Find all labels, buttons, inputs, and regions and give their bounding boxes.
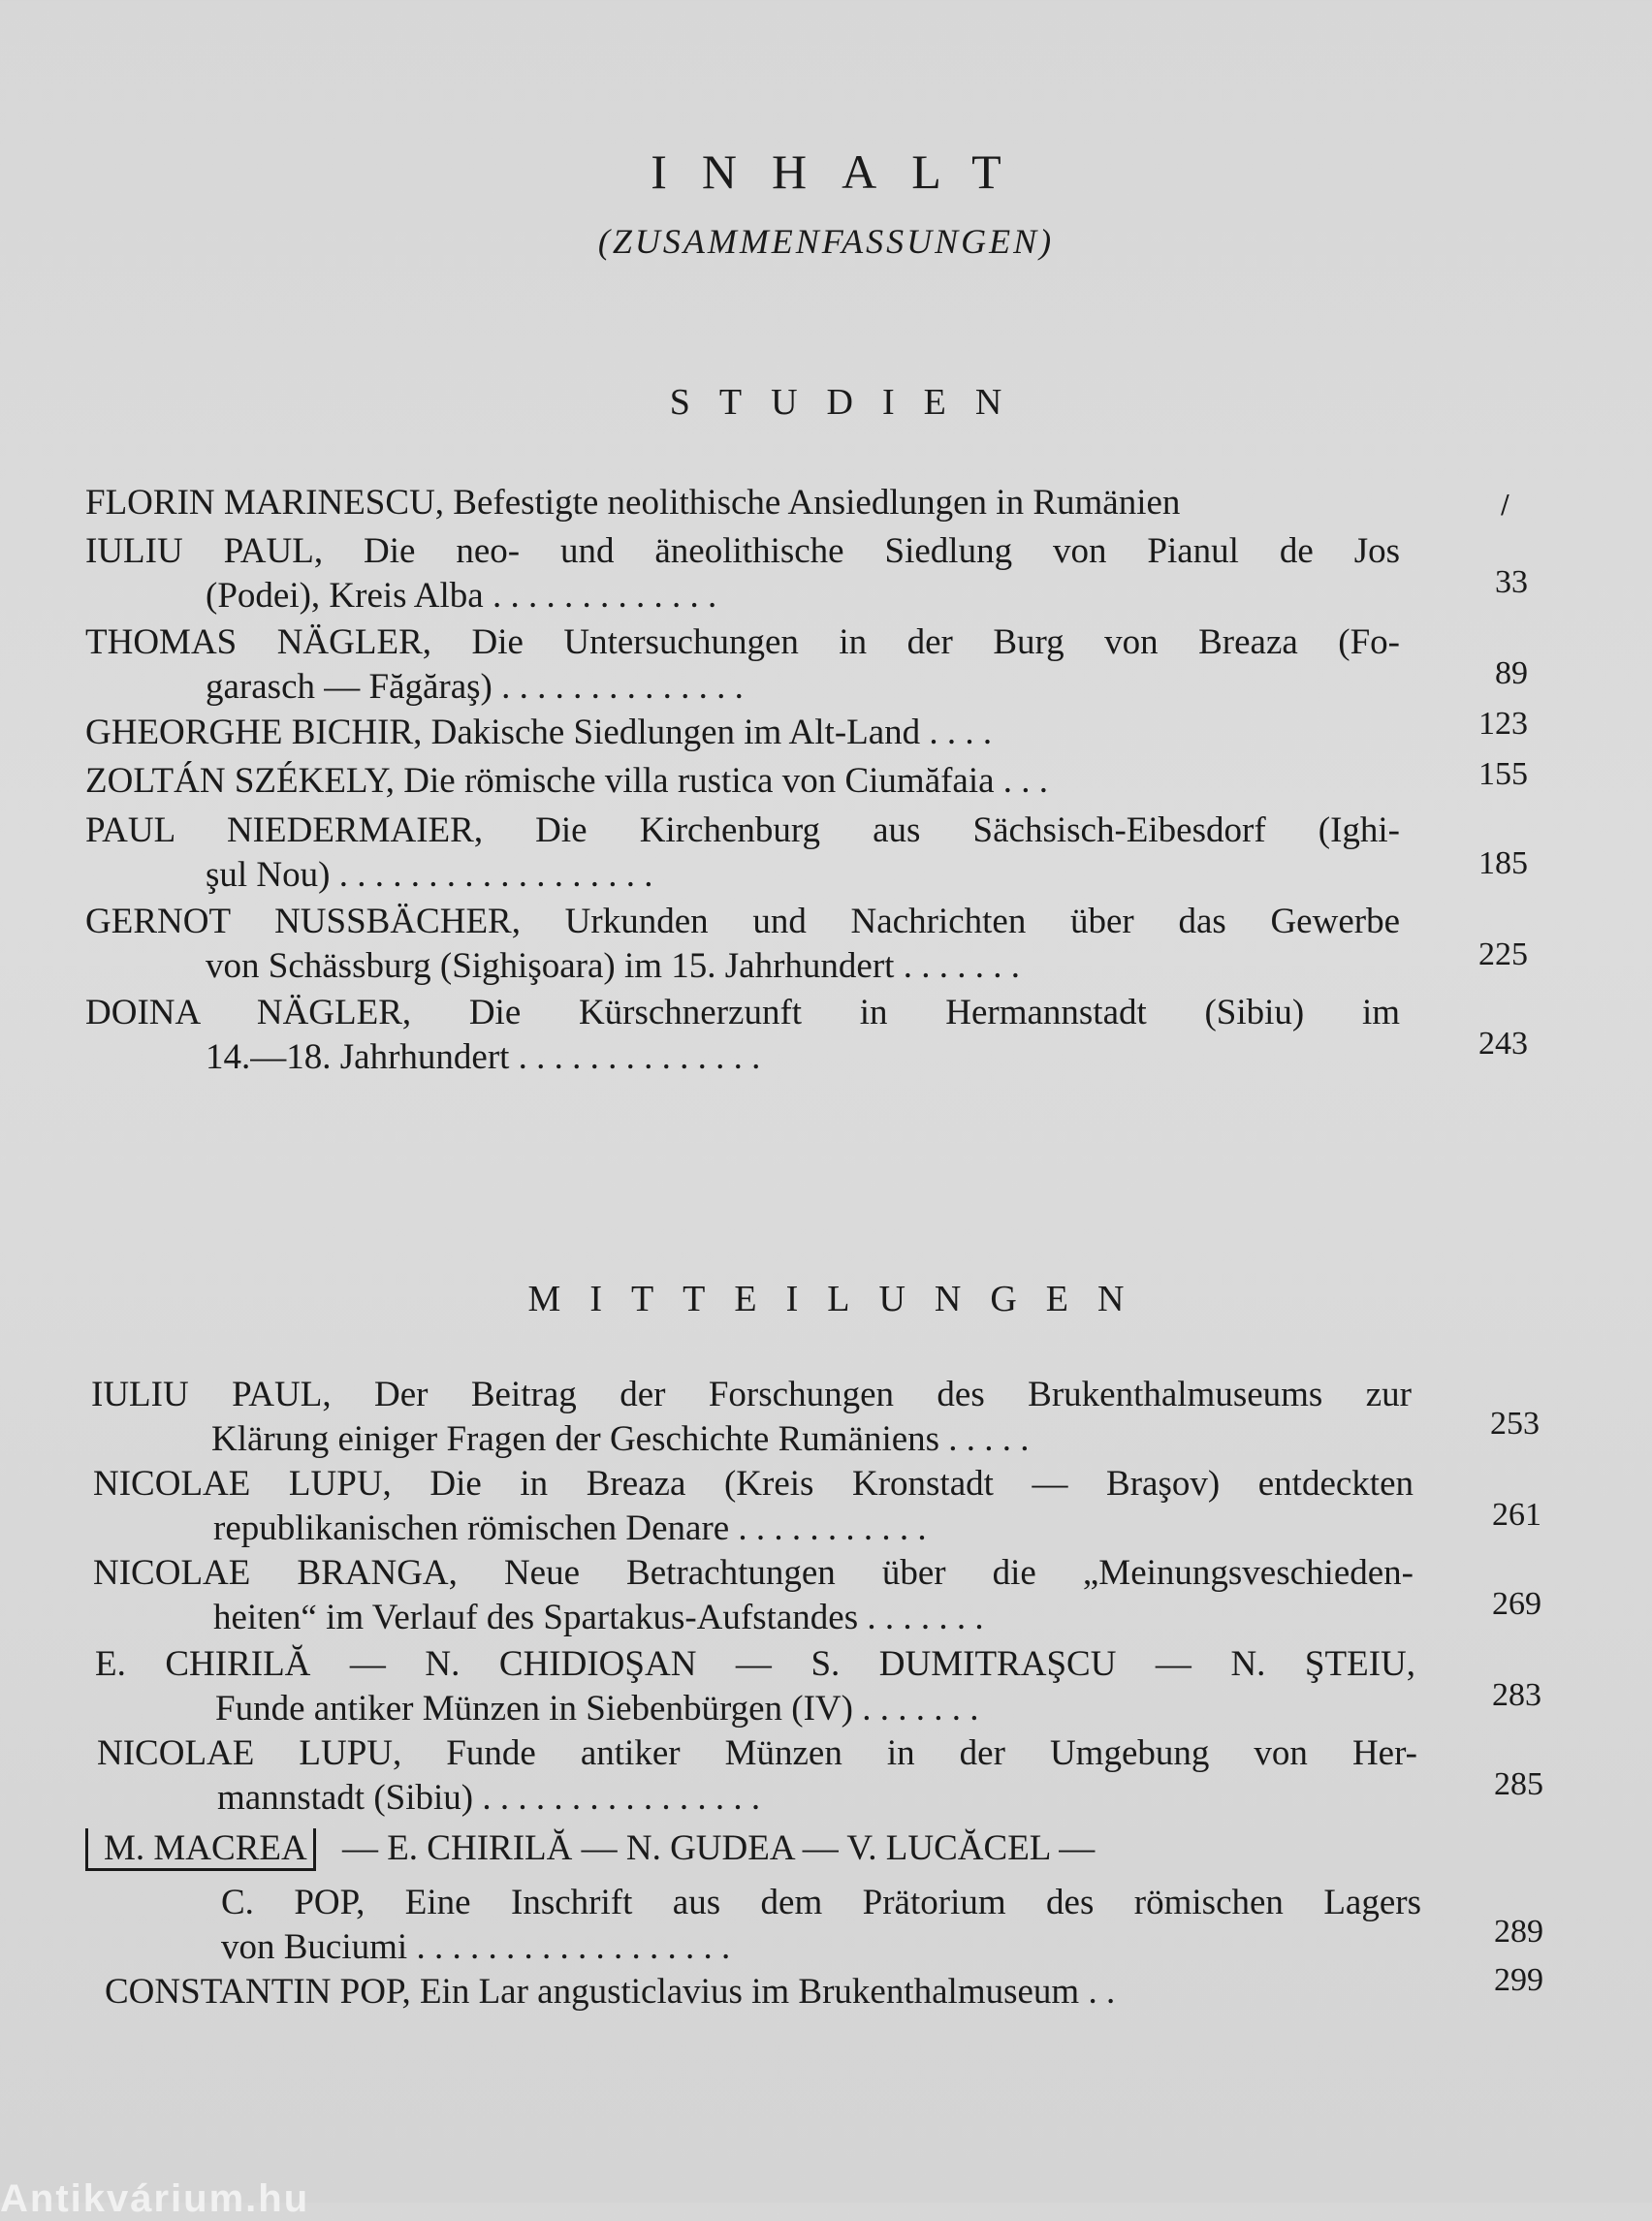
entry-line: PAUL NIEDERMAIER, Die Kirchenburg aus Sächsisch-Eibesdorf (Ighi- bbox=[85, 810, 1400, 850]
toc-entry bbox=[97, 1731, 1417, 1821]
page-number: 285 bbox=[1494, 1766, 1543, 1802]
page-number: 261 bbox=[1492, 1497, 1541, 1533]
toc-entry bbox=[101, 1826, 1421, 1970]
page-title: INHALT bbox=[651, 144, 1036, 199]
page-number: 253 bbox=[1490, 1406, 1540, 1442]
toc-entry bbox=[85, 759, 1400, 804]
entry-line: CONSTANTIN POP, Ein Lar angusticlavius im Brukenthalmuseum . . bbox=[105, 1972, 1116, 2012]
entry-line: von Buciumi . . . . . . . . . . . . . . . . . . bbox=[221, 1927, 731, 1967]
entry-line: republikanischen römischen Denare . . . . . . . . . . . bbox=[213, 1508, 927, 1548]
entry-line: NICOLAE BRANGA, Neue Betrachtungen über die „Meinungsveschieden- bbox=[93, 1553, 1414, 1593]
page-subtitle: (ZUSAMMENFASSUNGEN) bbox=[597, 222, 1055, 261]
entry-line: DOINA NÄGLER, Die Kürschnerzunft in Hermannstadt (Sibiu) im bbox=[85, 993, 1400, 1032]
page-number: 123 bbox=[1478, 706, 1528, 742]
toc-entry bbox=[85, 991, 1400, 1080]
toc-entry bbox=[85, 481, 1400, 525]
entry-line: FLORIN MARINESCU, Befestigte neolithische Ansiedlungen in Rumänien bbox=[85, 483, 1181, 523]
toc-entry bbox=[85, 809, 1400, 898]
entry-line: Klärung einiger Fragen der Geschichte Rumäniens . . . . . bbox=[211, 1419, 1030, 1459]
page-number: 155 bbox=[1478, 756, 1528, 792]
page-number: / bbox=[1501, 491, 1509, 520]
entry-line: von Schässburg (Sighişoara) im 15. Jahrhundert . . . . . . . bbox=[206, 946, 1020, 986]
entry-line bbox=[101, 1826, 1421, 1871]
entry-line: ZOLTÁN SZÉKELY, Die römische villa rustica von Ciumăfaia . . . bbox=[85, 761, 1049, 801]
entry-line: IULIU PAUL, Die neo- und äneolithische Siedlung von Pianul de Jos bbox=[85, 531, 1400, 571]
entry-line: şul Nou) . . . . . . . . . . . . . . . . . . bbox=[206, 855, 653, 895]
entry-line: (Podei), Kreis Alba . . . . . . . . . . . . . bbox=[206, 576, 717, 616]
boxed-author-name: M. MACREA bbox=[85, 1828, 316, 1871]
section-heading-studien: STUDIEN bbox=[669, 382, 1032, 423]
entry-line: NICOLAE LUPU, Funde antiker Münzen in der Umgebung von Her- bbox=[97, 1733, 1417, 1773]
page-number: 243 bbox=[1478, 1026, 1528, 1062]
toc-entry bbox=[85, 711, 1400, 755]
entry-line: garasch — Făgăraş) . . . . . . . . . . . . . . bbox=[206, 667, 744, 707]
toc-entry bbox=[85, 900, 1400, 989]
entry-line: E. CHIRILĂ — N. CHIDIOŞAN — S. DUMITRAŞCU — N. ŞTEIU, bbox=[95, 1644, 1415, 1684]
entry-line: mannstadt (Sibiu) . . . . . . . . . . . . . . . . bbox=[217, 1778, 761, 1818]
toc-entry bbox=[93, 1462, 1414, 1551]
entry-line: C. POP, Eine Inschrift aus dem Prätorium des römischen Lagers bbox=[221, 1883, 1421, 1922]
entry-line: IULIU PAUL, Der Beitrag der Forschungen des Brukenthalmuseums zur bbox=[91, 1375, 1412, 1414]
toc-entry bbox=[85, 529, 1400, 619]
section-heading-mitteilungen: MITTEILUNGEN bbox=[527, 1279, 1154, 1319]
page-number: 33 bbox=[1495, 564, 1528, 600]
entry-line: GHEORGHE BICHIR, Dakische Siedlungen im Alt-Land . . . . bbox=[85, 713, 993, 752]
page-number: 299 bbox=[1494, 1962, 1543, 1998]
toc-entry bbox=[91, 1373, 1412, 1462]
toc-entry bbox=[93, 1551, 1414, 1640]
toc-entry bbox=[95, 1642, 1415, 1731]
entry-line: NICOLAE LUPU, Die in Breaza (Kreis Kronstadt — Braşov) entdeckten bbox=[93, 1464, 1414, 1504]
page-number: 185 bbox=[1478, 845, 1528, 881]
entry-line: 14.—18. Jahrhundert . . . . . . . . . . . . . . bbox=[206, 1037, 761, 1077]
page-number: 289 bbox=[1494, 1914, 1543, 1950]
page-number: 269 bbox=[1492, 1586, 1541, 1622]
page-number: 89 bbox=[1495, 655, 1528, 691]
watermark-text: Antikvárium.hu bbox=[0, 2177, 310, 2220]
entry-line: GERNOT NUSSBÄCHER, Urkunden und Nachrichten über das Gewerbe bbox=[85, 902, 1400, 941]
entry-line: Funde antiker Münzen in Siebenbürgen (IV) . . . . . . . bbox=[215, 1689, 979, 1729]
page-number: 283 bbox=[1492, 1677, 1541, 1713]
entry-line: heiten“ im Verlauf des Spartakus-Aufstandes . . . . . . . bbox=[213, 1598, 984, 1637]
entry-line: THOMAS NÄGLER, Die Untersuchungen in der Burg von Breaza (Fo- bbox=[85, 622, 1400, 662]
page-number: 225 bbox=[1478, 936, 1528, 972]
toc-entry bbox=[105, 1970, 1425, 2015]
entry-line-rest: — E. CHIRILĂ — N. GUDEA — V. LUCĂCEL — bbox=[341, 1828, 1096, 1868]
toc-entry bbox=[85, 620, 1400, 710]
